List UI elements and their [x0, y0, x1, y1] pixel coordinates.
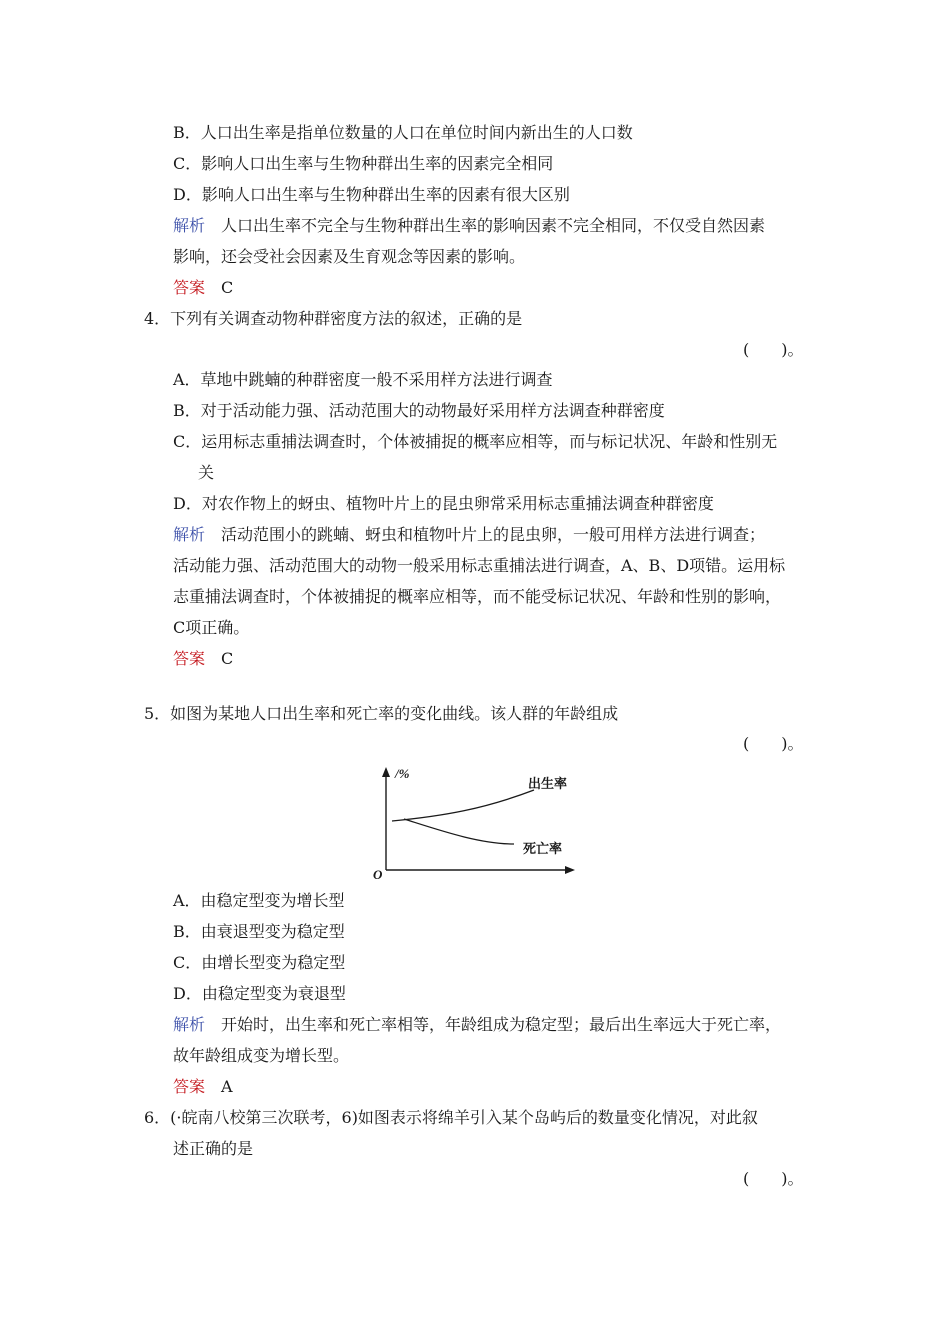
- death-rate-label: 死亡率: [523, 842, 563, 857]
- death-rate-curve: [404, 819, 514, 844]
- analysis-text: 开始时，出生率和死亡率相等，年龄组成为稳定型；最后出生率远大于死亡率，: [221, 1015, 782, 1034]
- birth-death-rate-figure: [364, 764, 584, 884]
- analysis-text: 活动范围小的跳蝻、蚜虫和植物叶片上的昆虫卵，一般可用样方法进行调查；: [221, 525, 766, 544]
- q6-stem-line-1: 6．(·皖南八校第三次联考，6)如图表示将绵羊引入某个岛屿后的数量变化情况，对此叙: [144, 1108, 758, 1127]
- q4-stem: 4．下列有关调查动物种群密度方法的叙述，正确的是: [144, 309, 523, 328]
- q3-option-d: D．影响人口出生率与生物种群出生率的因素有很大区别: [173, 185, 570, 204]
- analysis-label: 解析: [173, 1015, 206, 1034]
- q4-analysis-line-1: [173, 524, 765, 546]
- q4-option-d: D．对农作物上的蚜虫、植物叶片上的昆虫卵常采用标志重捕法调查种群密度: [173, 494, 714, 513]
- q4-option-b: B．对于活动能力强、活动范围大的动物最好采用样方法调查种群密度: [173, 401, 665, 420]
- analysis-text: 人口出生率不完全与生物种群出生率的影响因素不完全相同，不仅受自然因素: [221, 216, 766, 235]
- answer-label: 答案: [173, 278, 206, 297]
- y-axis-arrow: [382, 767, 390, 777]
- q5-stem: 5．如图为某地人口出生率和死亡率的变化曲线。该人群的年龄组成: [144, 704, 619, 723]
- q5-analysis-line-2: 故年龄组成变为增长型。: [173, 1046, 350, 1065]
- q3-option-c: C．影响人口出生率与生物种群出生率的因素完全相同: [173, 154, 554, 173]
- birth-rate-curve: [392, 790, 534, 821]
- y-axis-label: /%: [395, 766, 410, 781]
- answer-value: A: [221, 1077, 233, 1096]
- q5-option-d: D．由稳定型变为衰退型: [173, 984, 346, 1003]
- answer-value: C: [221, 278, 234, 297]
- answer-label: 答案: [173, 1077, 206, 1096]
- q4-answer: [173, 648, 233, 670]
- origin-label: O: [373, 867, 383, 882]
- q4-analysis-line-3: 志重捕法调查时，个体被捕捉的概率应相等，而不能受标记状况、年龄和性别的影响，: [173, 587, 782, 606]
- q4-answer-blank: ( )。: [743, 340, 804, 359]
- answer-value: C: [221, 649, 234, 668]
- q4-analysis-line-2: 活动能力强、活动范围大的动物一般采用标志重捕法进行调查，A、B、D项错。运用标: [173, 556, 786, 575]
- q4-option-c-line-1: C．运用标志重捕法调查时，个体被捕捉的概率应相等，而与标记状况、年龄和性别无: [173, 432, 778, 451]
- q4-analysis-line-4: C项正确。: [173, 618, 250, 637]
- q5-answer: [173, 1076, 233, 1098]
- q5-option-a: A．由稳定型变为增长型: [173, 891, 345, 910]
- q5-analysis-line-1: [173, 1014, 781, 1036]
- q3-analysis-line-2: 影响，还会受社会因素及生育观念等因素的影响。: [173, 247, 526, 266]
- q5-option-c: C．由增长型变为稳定型: [173, 953, 346, 972]
- q3-answer: [173, 277, 233, 299]
- q5-option-b: B．由衰退型变为稳定型: [173, 922, 345, 941]
- q6-stem-line-2: 述正确的是: [173, 1139, 254, 1158]
- q5-answer-blank: ( )。: [743, 734, 804, 753]
- analysis-label: 解析: [173, 216, 206, 235]
- birth-rate-label: 出生率: [528, 777, 568, 792]
- q3-option-b: B．人口出生率是指单位数量的人口在单位时间内新出生的人口数: [173, 123, 633, 142]
- q4-option-c-line-2: 关: [198, 463, 215, 482]
- answer-label: 答案: [173, 649, 206, 668]
- x-axis-arrow: [565, 866, 575, 874]
- analysis-label: 解析: [173, 525, 206, 544]
- q4-option-a: A．草地中跳蝻的种群密度一般不采用样方法进行调查: [173, 370, 553, 389]
- q3-analysis-line-1: [173, 215, 765, 237]
- q6-answer-blank: ( )。: [743, 1169, 804, 1188]
